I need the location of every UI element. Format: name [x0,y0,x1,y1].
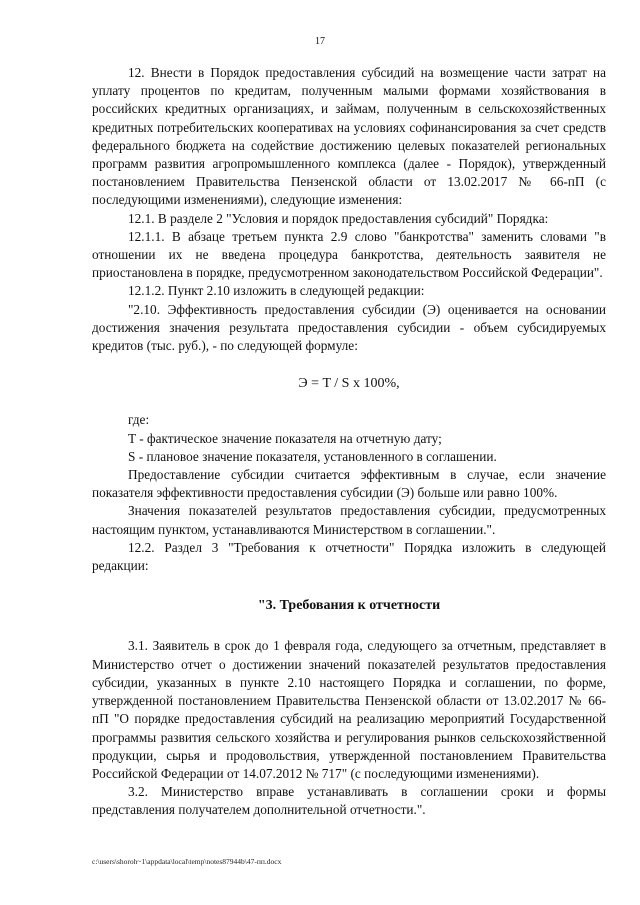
paragraph-indicator-values: Значения показателей результатов предоставления субсидии, предусмотренных настоящим пунктом, устанавливаются Министерством в соглашении.". [92,503,606,537]
paragraph-3-2: 3.2. Министерство вправе устанавливать в соглашении сроки и формы представления получателем дополнительной отчетности.". [92,784,606,818]
paragraph-2-10: "2.10. Эффективность предоставления субсидии (Э) оценивается на основании достижения значения результата предоставления субсидии - объем субсидируемых кредитов (тыс. руб.), - по следующей формуле: [92,301,606,354]
paragraph-3-1: 3.1. Заявитель в срок до 1 февраля года, следующего за отчетным, представляет в Министерство отчет о достижении значений показателей результатов предоставления субсидии, указанных в пункте 2.10 настоящего Порядка и соглашении, по форме, утвержденной постановлением Правительства Пензенской области от 13.02.2017 № 66-пП "О порядке предоставления субсидий на реализацию мероприятий Государственной программы развития сельского хозяйства и регулирования рынков сельскохозяйственной продукции, сырья и продовольствия, утвержденной постановлением Правительства Российской Федерации от 14.07.2012 № 717" (с последующими изменениями). [92,638,606,781]
paragraph-s-definition: S - плановое значение показателя, установленного в соглашении. [128,448,497,464]
paragraph-12-2: 12.2. Раздел 3 "Требования к отчетности" Порядка изложить в следующей редакции: [92,539,606,574]
paragraph-efficiency-condition: Предоставление субсидии считается эффективным в случае, если значение показателя эффективности предоставления субсидии (Э) больше или равно 100%. [92,467,606,501]
paragraph-12: 12. Внести в Порядок предоставления субсидий на возмещение части затрат на уплату процентов по кредитам, полученным малыми формами хозяйствования в российских кредитных организациях, и займам, полученным в сельскохозяйственных кредитных потребительских кооперативах на условиях софинансирования за счет средств федерального бюджета на содействие достижению целевых показателей региональных программ развития агропромышленного комплекса (далее - Порядок), утвержденный постановлением Правительства Пензенской области от 13.02.2017 № 66-пП (с последующими изменениями), следующие изменения: [92,65,606,208]
paragraph-12-1-2: 12.1.2. Пункт 2.10 изложить в следующей редакции: [128,283,425,299]
page-number: 17 [315,36,325,47]
paragraph-12-1-1: 12.1.1. В абзаце третьем пункта 2.9 слово "банкротства" заменить словами "в отношении их не введена процедура банкротства, деятельность заявителя не приостановлена в порядке, предусмотренном законодательством Российской Федерации". [92,228,606,281]
document-body [92,64,606,820]
section-heading: "3. Требования к отчетности [257,598,441,614]
efficiency-formula: Э = T / S x 100%, [298,376,400,392]
paragraph-where: где: [128,412,150,428]
footer-file-path: c:\users\shoroh~1\appdata\local\temp\notes87944b\47-пп.docx [92,857,282,866]
paragraph-12-1: 12.1. В разделе 2 "Условия и порядок предоставления субсидий" Порядка: [128,210,549,226]
paragraph-t-definition: T - фактическое значение показателя на отчетную дату; [128,430,442,446]
